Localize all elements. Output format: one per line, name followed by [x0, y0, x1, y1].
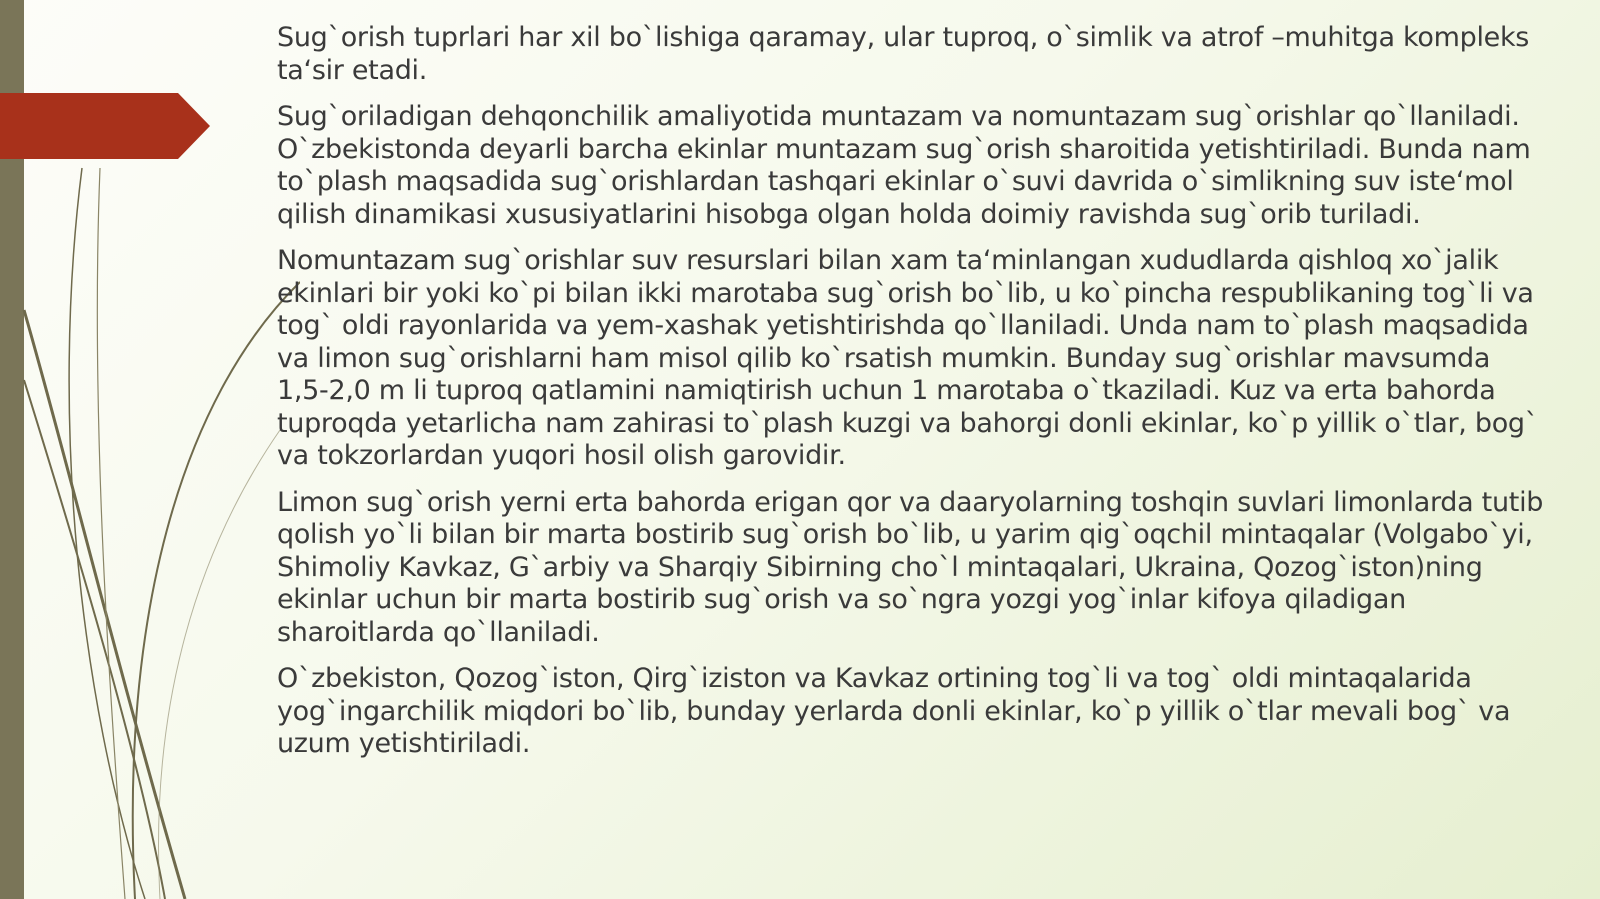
body-text [277, 22, 1547, 775]
arrow-banner [0, 93, 210, 159]
paragraph: Sug`oriladigan dehqonchilik amaliyotida muntazam va nomuntazam sug`orishlar qo`llaniladi. O`zbekistonda deyarli barcha ekinlar muntazam sug`orish sharoitida yetishtiriladi. Bunda nam to`plash maqsadida sug`orishlardan tashqari ekinlar o`suvi davrida o`simlikning suv iste‘mol qilish dinamikasi xususiyatlarini hisobga olgan holda doimiy ravishda sug`orib turiladi. [277, 101, 1531, 230]
paragraph: O`zbekiston, Qozog`iston, Qirg`iziston va Kavkaz ortining tog`li va tog` oldi mintaqalarida yog`ingarchilik miqdori bo`lib, bunday yerlarda donli ekinlar, ko`p yillik o`tlar mevali bog` va uzum yetishtiriladi. [277, 663, 1511, 759]
paragraph: Sug`orish tuprlari har xil bo`lishiga qaramay, ular tuproq, o`simlik va atrof –muhitga kompleks ta‘sir etadi. [277, 22, 1530, 86]
paragraph: Limon sug`orish yerni erta bahorda erigan qor va daaryolarning toshqin suvlari limonlarda tutib qolish yo`li bilan bir marta bostirib sug`orish bo`lib, u yarim qig`oqchil mintaqalar (Volgabo`yi, Shimoliy Kavkaz, G`arbiy va Sharqiy Sibirning cho`l mintaqalari, Ukraina, Qozog`iston)ning ekinlar uchun bir marta bostirib sug`orish va so`ngra yozgi yog`inlar kifoya qiladigan sharoitlarda qo`llaniladi. [277, 486, 1544, 648]
paragraph: Nomuntazam sug`orishlar suv resurslari bilan xam ta‘minlangan xududlarda qishloq xo`jalik ekinlari bir yoki ko`pi bilan ikki marotaba sug`orish bo`lib, u ko`pincha respublikaning tog`li va tog` oldi rayonlarida va yem-xashak yetishtirishda qo`llaniladi. Unda nam to`plash maqsadida va limon sug`orishlarni ham misol qilib ko`rsatish mumkin. Bunday sug`orishlar mavsumda 1,5-2,0 m li tuproq qatlamini namiqtirish uchun 1 marotaba o`tkaziladi. Kuz va erta bahorda tuproqda yetarlicha nam zahirasi to`plash kuzgi va bahorgi donli ekinlar, ko`p yillik o`tlar, bog` va tokzorlardan yuqori hosil olish garovidir. [277, 245, 1538, 471]
